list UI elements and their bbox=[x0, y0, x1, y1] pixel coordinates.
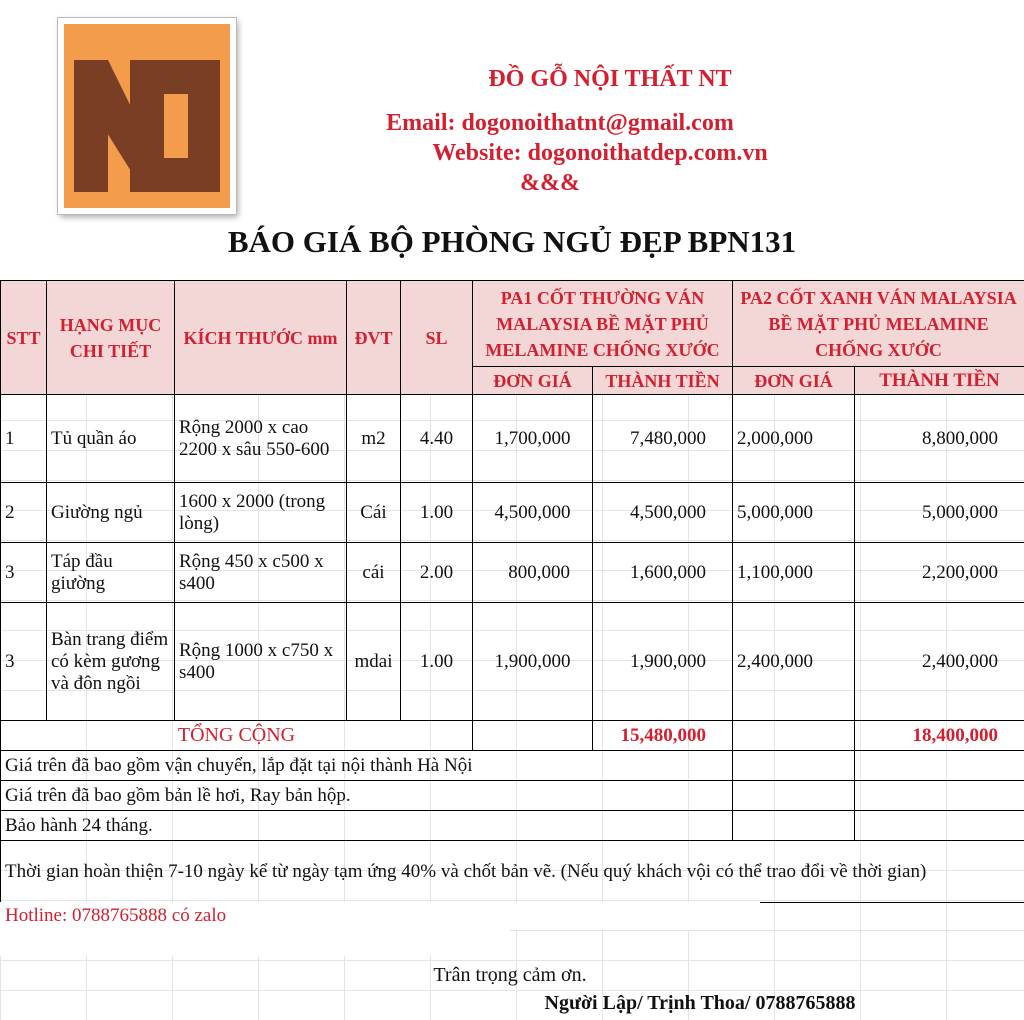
total-row bbox=[1, 721, 1024, 751]
cell-pa2-total: 2,200,000 bbox=[855, 543, 1024, 603]
cell-item: Tủ quần áo bbox=[47, 395, 175, 483]
cell-pa1-total: 4,500,000 bbox=[593, 483, 733, 543]
hotline-band bbox=[0, 902, 760, 930]
cell-empty bbox=[733, 721, 855, 751]
header-area bbox=[0, 0, 1024, 280]
note-row bbox=[1, 751, 1024, 781]
table-row bbox=[1, 543, 1024, 603]
cell-pa1-total: 1,900,000 bbox=[593, 603, 733, 721]
cell-size: Rộng 450 x c500 x s400 bbox=[175, 543, 347, 603]
thanks-text: Trân trọng cảm ơn. bbox=[433, 964, 587, 986]
note-shipping: Giá trên đã bao gồm vận chuyển, lắp đặt tại nội thành Hà Nội bbox=[1, 751, 733, 781]
pa1-sum: 15,480,000 bbox=[593, 721, 733, 751]
cell-pa2-price: 2,400,000 bbox=[733, 603, 855, 721]
cell-item: Táp đầu giường bbox=[47, 543, 175, 603]
company-logo bbox=[58, 18, 236, 214]
company-name: ĐỒ GỖ NỘI THẤT NT bbox=[488, 66, 732, 92]
cell-empty bbox=[733, 751, 855, 781]
cell-empty bbox=[733, 781, 855, 811]
header-pa1: PA1 CỐT THƯỜNG VÁN MALAYSIA BỀ MẶT PHỦ MELAMINE CHỐNG XƯỚC bbox=[473, 281, 733, 367]
table-header-row bbox=[1, 281, 1024, 367]
cell-qty: 1.00 bbox=[401, 483, 473, 543]
cell-unit: cái bbox=[347, 543, 401, 603]
note-row bbox=[1, 811, 1024, 841]
cell-stt: 1 bbox=[1, 395, 47, 483]
cell-item: Bàn trang điểm có kèm gương và đôn ngồi bbox=[47, 603, 175, 721]
company-email[interactable]: Email: dogonoithatnt@gmail.com bbox=[386, 110, 734, 136]
cell-pa2-total: 2,400,000 bbox=[855, 603, 1024, 721]
table-row bbox=[1, 395, 1024, 483]
cell-stt: 3 bbox=[1, 543, 47, 603]
header-pa1-price: ĐƠN GIÁ bbox=[473, 367, 593, 395]
cell-pa2-price: 2,000,000 bbox=[733, 395, 855, 483]
header-pa2-price: ĐƠN GIÁ bbox=[733, 367, 855, 395]
company-symbols: &&& bbox=[520, 170, 580, 196]
cell-qty: 1.00 bbox=[401, 603, 473, 721]
cell-empty bbox=[733, 811, 855, 841]
header-unit: ĐVT bbox=[347, 281, 401, 395]
company-website[interactable]: Website: dogonoithatdep.com.vn bbox=[432, 140, 768, 166]
cell-empty bbox=[855, 781, 1024, 811]
note-row bbox=[1, 841, 1024, 903]
cell-empty bbox=[473, 721, 593, 751]
table-row bbox=[1, 483, 1024, 543]
header-size: KÍCH THƯỚC mm bbox=[175, 281, 347, 395]
cell-qty: 2.00 bbox=[401, 543, 473, 603]
header-pa1-total: THÀNH TIỀN bbox=[593, 367, 733, 395]
cell-pa1-price: 4,500,000 bbox=[473, 483, 593, 543]
nt-logo-icon bbox=[64, 24, 230, 208]
cell-pa1-price: 1,900,000 bbox=[473, 603, 593, 721]
header-pa2: PA2 CỐT XANH VÁN MALAYSIA BỀ MẶT PHỦ MELAMINE CHỐNG XƯỚC bbox=[733, 281, 1024, 367]
note-row bbox=[1, 781, 1024, 811]
cell-pa2-price: 1,100,000 bbox=[733, 543, 855, 603]
cell-stt: 2 bbox=[1, 483, 47, 543]
cell-unit: Cái bbox=[347, 483, 401, 543]
note-hardware: Giá trên đã bao gồm bản lề hơi, Ray bản hộp. bbox=[1, 781, 733, 811]
cell-qty: 4.40 bbox=[401, 395, 473, 483]
cell-pa2-price: 5,000,000 bbox=[733, 483, 855, 543]
cell-stt: 3 bbox=[1, 603, 47, 721]
header-pa2-total: THÀNH TIỀN bbox=[855, 367, 1024, 395]
header-stt: STT bbox=[1, 281, 47, 395]
hotline-text[interactable]: Hotline: 0788765888 có zalo bbox=[5, 905, 227, 926]
note-warranty: Bảo hành 24 tháng. bbox=[1, 811, 733, 841]
cell-pa2-total: 5,000,000 bbox=[855, 483, 1024, 543]
page-title: BÁO GIÁ BỘ PHÒNG NGỦ ĐẸP BPN131 bbox=[227, 224, 797, 259]
cell-pa1-price: 1,700,000 bbox=[473, 395, 593, 483]
header-qty: SL bbox=[401, 281, 473, 395]
header-item: HẠNG MỤC CHI TIẾT bbox=[47, 281, 175, 395]
note-lead-time: Thời gian hoàn thiện 7-10 ngày kể từ ngày tạm ứng 40% và chốt bản vẽ. (Nếu quý khách vội có thể trao đổi về thời gian) bbox=[1, 841, 1024, 903]
table-row bbox=[1, 603, 1024, 721]
cell-pa1-total: 7,480,000 bbox=[593, 395, 733, 483]
cell-size: Rộng 1000 x c750 x s400 bbox=[175, 603, 347, 721]
pa2-sum: 18,400,000 bbox=[855, 721, 1024, 751]
cell-empty bbox=[855, 811, 1024, 841]
cell-empty bbox=[855, 751, 1024, 781]
blank-band bbox=[0, 930, 510, 956]
cell-pa1-price: 800,000 bbox=[473, 543, 593, 603]
cell-unit: m2 bbox=[347, 395, 401, 483]
total-label: TỔNG CỘNG bbox=[1, 721, 473, 751]
cell-pa1-total: 1,600,000 bbox=[593, 543, 733, 603]
cell-size: 1600 x 2000 (trong lòng) bbox=[175, 483, 347, 543]
quote-table bbox=[0, 280, 1024, 903]
signature-text: Người Lập/ Trịnh Thoa/ 0788765888 bbox=[544, 992, 856, 1014]
cell-pa2-total: 8,800,000 bbox=[855, 395, 1024, 483]
cell-item: Giường ngủ bbox=[47, 483, 175, 543]
cell-unit: mdai bbox=[347, 603, 401, 721]
cell-size: Rộng 2000 x cao 2200 x sâu 550-600 bbox=[175, 395, 347, 483]
